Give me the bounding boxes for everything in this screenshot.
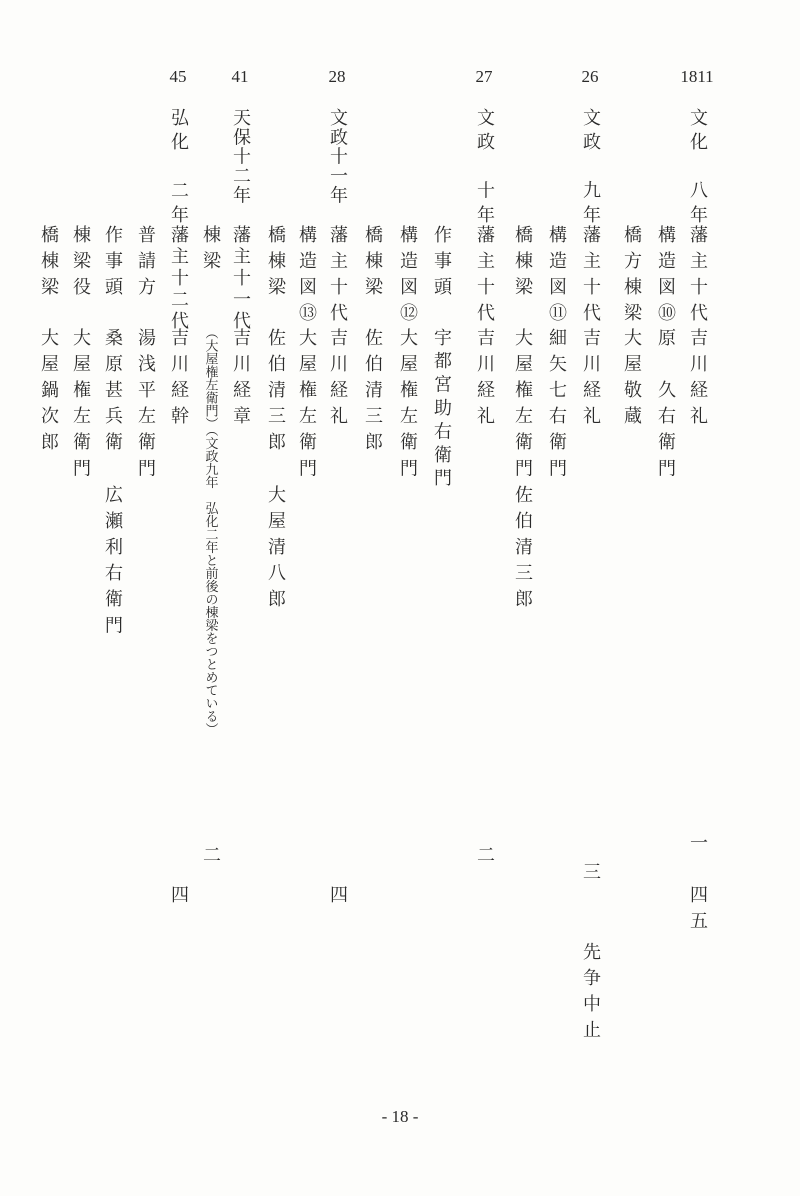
year-28: 28 [328,67,346,86]
role-kozozu: 構造図⑩ [655,225,676,330]
page-number: - 18 - [381,1107,419,1126]
role-toryo: 棟梁 [200,225,221,278]
era-bunsei-10: 文政 十年 [474,108,495,230]
role-hanshu: 藩主十代 [474,225,495,330]
person-hara: 原 久右衛門 [655,328,676,485]
person-hosoya: 細矢七右衛門 [546,328,567,485]
mark-41: 二 [200,845,221,863]
era-tenpo-12: 天保十二年 [230,108,251,206]
person-kitsukawa-tsuneaki: 吉川経章 [230,328,251,433]
remark-26: 先争中止 [580,942,601,1047]
person-utsunomiya: 宇都宮助右衛門 [431,328,452,492]
person-oya-seihachiro: 大屋清八郎 [265,485,286,616]
role-hanshu-11: 藩主十一代 [230,225,251,333]
year-27: 27 [475,67,493,86]
role-hashikata: 橋方棟梁 [621,225,642,330]
role-kozozu: 構造図⑪ [546,225,567,330]
role-fushinkata: 普請方 [135,225,156,304]
person-kuwabara: 桑原甚兵衛 [102,328,123,459]
era-bunsei-11: 文政十一年 [327,108,348,206]
role-hanshu-12: 藩主十二代 [168,225,189,333]
era-bunka-8: 文化 八年 [687,108,708,230]
person-saeki: 佐伯清三郎 [512,485,533,616]
person-oya-nabejiro: 大屋鍋次郎 [38,328,59,459]
year-45: 45 [169,67,187,86]
role-kozozu: 構造図⑬ [296,225,317,330]
mark-1811: 一 [687,833,708,851]
note-oya-gonzaemon: （大屋権左衛門）（文政九年 弘化二年と前後の棟梁をつとめている） [202,326,218,736]
role-hanshu: 藩主十代 [687,225,708,330]
person-saeki: 佐伯清三郎 [265,328,286,459]
role-hashitoryo: 橋棟梁 [265,225,286,304]
person-saeki: 佐伯清三郎 [362,328,383,459]
year-41: 41 [231,67,249,86]
person-oya-gonzaemon: 大屋権左衛門 [296,328,317,485]
person-kitsukawa: 吉川経礼 [327,328,348,433]
person-kitsukawa-tsunemoto: 吉川経幹 [168,328,189,433]
year-26: 26 [581,67,599,86]
era-koka-2: 弘化 二年 [168,108,189,230]
role-hashitoryo: 橋棟梁 [512,225,533,304]
person-oya-gonzaemon: 大屋権左衛門 [70,328,91,485]
role-kozozu: 構造図⑫ [397,225,418,330]
person-kitsukawa: 吉川経礼 [474,328,495,433]
count-45: 四 [168,885,189,903]
person-kitsukawa: 吉川経礼 [687,328,708,433]
person-oya-keizo: 大屋敬蔵 [621,328,642,433]
role-sakujigashira: 作事頭 [102,225,123,304]
role-hashitoryo: 橋棟梁 [38,225,59,304]
count-1811: 四五 [687,885,708,938]
role-sakujigashira: 作事頭 [431,225,452,304]
role-hanshu: 藩主十代 [580,225,601,330]
count-26: 三 [580,862,601,880]
person-yuasa: 湯浅平左衛門 [135,328,156,485]
role-hanshu: 藩主十代 [327,225,348,330]
mark-27: 二 [474,845,495,863]
role-toryoyaku: 棟梁役 [70,225,91,304]
role-hashitoryo: 橋棟梁 [362,225,383,304]
count-28: 四 [327,885,348,903]
person-hirose: 広瀬利右衛門 [102,485,123,642]
era-bunsei-9: 文政 九年 [580,108,601,230]
person-kitsukawa: 吉川経礼 [580,328,601,433]
person-oya-gonzaemon: 大屋権左衛門 [397,328,418,485]
year-1811: 1811 [680,67,714,86]
person-oya-gonzaemon: 大屋権左衛門 [512,328,533,485]
